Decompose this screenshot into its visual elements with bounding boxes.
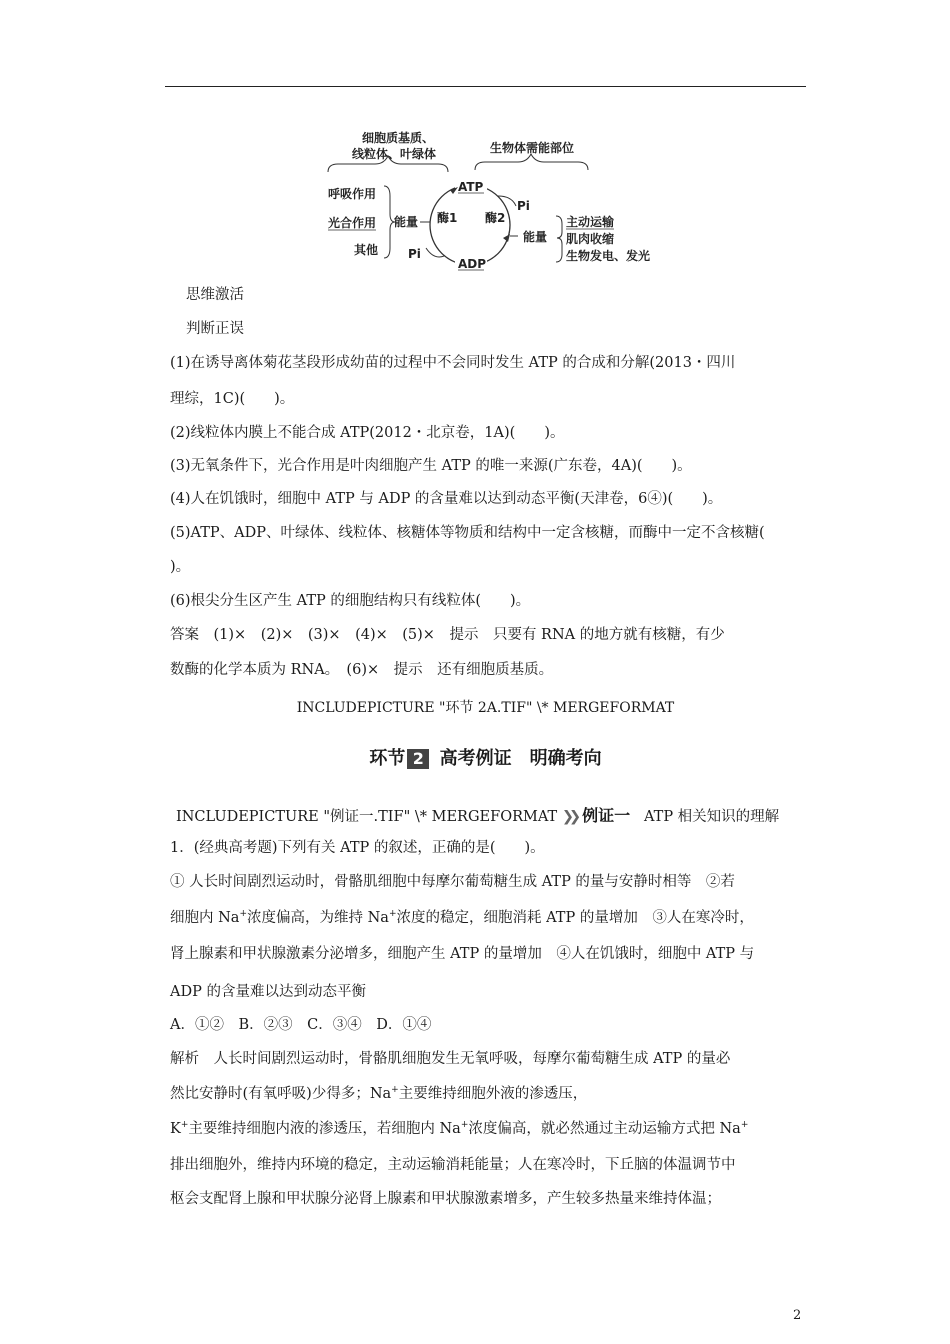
analysis-line5: 枢会支配肾上腺和甲状腺分泌肾上腺素和甲状腺激素增多，产生较多热量来维持体温； — [170, 1191, 721, 1207]
example-statement-line3: 肾上腺素和甲状腺激素分泌增多，细胞产生 ATP 的量增加 ④人在饥饿时，细胞中 ATP 与 — [170, 946, 755, 962]
right-brace — [475, 154, 588, 170]
energy-left-label: 能量 — [394, 215, 419, 229]
uses-brace — [556, 216, 562, 262]
superscript-plus: + — [740, 1120, 749, 1130]
answer-line2: 数酶的化学本质为 RNA。 (6)× 提示 还有细胞质基质。 — [170, 662, 554, 678]
example-question: 1．(经典高考题)下列有关 ATP 的叙述，正确的是( )。 — [170, 840, 545, 856]
example-label: 例证一 — [582, 806, 631, 825]
use-bioelectricity: 生物发电、发光 — [566, 249, 651, 263]
superscript-plus: + — [180, 1120, 189, 1130]
analysis-line3 — [170, 1119, 748, 1139]
text-segment: K — [170, 1121, 181, 1137]
question-5-line2: )。 — [170, 559, 191, 575]
section-2-title — [165, 744, 806, 770]
example-statement-line1: ① 人长时间剧烈运动时，骨骼肌细胞中每摩尔葡萄糖生成 ATP 的量与安静时相等 ②若 — [170, 874, 735, 890]
answer-options: A．①② B．②③ C．③④ D．①④ — [170, 1017, 432, 1033]
text-segment: 浓度的稳定，细胞消耗 ATP 的量增加 ③人在寒冷时， — [396, 910, 754, 926]
source-other: 其他 — [354, 243, 379, 257]
use-muscle-contraction: 肌肉收缩 — [566, 232, 615, 246]
superscript-plus: + — [460, 1120, 469, 1130]
section-2-prefix: 环节 — [369, 748, 406, 769]
heading-judge: 判断正误 — [186, 321, 244, 337]
double-chevron-icon: ❯❯ — [561, 809, 577, 825]
section-2-heading: 高考例证 明确考向 — [439, 748, 602, 769]
analysis-line2 — [170, 1084, 587, 1104]
text-segment: 主要维持细胞内液的渗透压，若细胞内 Na — [188, 1121, 461, 1137]
atp-label: ATP — [458, 180, 484, 194]
enzyme2-label: 酶2 — [485, 211, 506, 225]
answer-line1: 答案 (1)× (2)× (3)× (4)× (5)× 提示 只要有 RNA 的地方就有核糖，有少 — [170, 627, 725, 643]
enzyme1-label: 酶1 — [437, 211, 458, 225]
label-energy-site: 生物体需能部位 — [490, 141, 575, 155]
adp-label: ADP — [458, 257, 487, 271]
section-2-number: 2 — [407, 749, 429, 769]
superscript-plus: + — [391, 1085, 399, 1095]
pi-bottom-label: Pi — [408, 247, 421, 261]
atp-adp-cycle-diagram — [320, 126, 660, 271]
text-segment: 浓度偏高，为维持 Na — [247, 910, 389, 926]
pi-release-arrow — [498, 196, 516, 206]
question-1-line1: (1)在诱导离体菊花茎段形成幼苗的过程中不会同时发生 ATP 的合成和分解(2013・四川 — [170, 355, 736, 371]
atp-cycle-svg — [320, 126, 660, 271]
analysis-line4: 排出细胞外，维持内环境的稳定，主动运输消耗能量；人在寒冷时，下丘脑的体温调节中 — [170, 1157, 736, 1173]
include-picture-2: INCLUDEPICTURE "例证一.TIF" \* MERGEFORMAT — [176, 809, 558, 825]
page-number: 2 — [793, 1308, 802, 1323]
superscript-plus: + — [388, 909, 397, 919]
analysis-line1: 解析 人长时间剧烈运动时，骨骼肌细胞发生无氧呼吸，每摩尔葡萄糖生成 ATP 的量必 — [170, 1051, 731, 1067]
source-photosynthesis: 光合作用 — [328, 216, 377, 230]
example-topic: ATP 相关知识的理解 — [643, 809, 780, 825]
question-6: (6)根尖分生区产生 ATP 的细胞结构只有线粒体( )。 — [170, 593, 531, 609]
text-segment: 浓度偏高，就必然通过主动运输方式把 Na — [468, 1121, 741, 1137]
source-respiration: 呼吸作用 — [328, 187, 377, 201]
superscript-plus: + — [239, 909, 247, 919]
text-segment: 主要维持细胞外液的渗透压， — [398, 1086, 588, 1102]
text-segment: 然比安静时(有氧呼吸)少得多；Na — [170, 1086, 392, 1102]
label-organelles: 线粒体、叶绿体 — [352, 147, 437, 161]
question-5-line1: (5)ATP、ADP、叶绿体、线粒体、核糖体等物质和结构中一定含核糖，而酶中一定不含核糖( — [170, 525, 765, 541]
question-1-line2: 理综，1C)( )。 — [170, 391, 295, 407]
cycle-circle — [430, 185, 510, 265]
example-statement-line4: ADP 的含量难以达到动态平衡 — [170, 984, 366, 1000]
header-rule — [165, 86, 806, 87]
include-picture-1: INCLUDEPICTURE "环节 2A.TIF" \* MERGEFORMAT — [296, 700, 675, 716]
energy-right-label: 能量 — [523, 230, 548, 244]
label-cytoplasm: 细胞质基质、 — [362, 131, 435, 145]
pi-top-label: Pi — [517, 199, 530, 213]
question-3: (3)无氧条件下，光合作用是叶肉细胞产生 ATP 的唯一来源(广东卷，4A)( )。 — [170, 458, 692, 474]
example-statement-line2 — [170, 908, 754, 928]
text-segment: 细胞内 Na — [170, 910, 240, 926]
question-4: (4)人在饥饿时，细胞中 ATP 与 ADP 的含量难以达到动态平衡(天津卷，6④)( )。 — [170, 491, 723, 507]
heading-think: 思维激活 — [186, 287, 244, 303]
question-2: (2)线粒体内膜上不能合成 ATP(2012・北京卷，1A)( )。 — [170, 425, 565, 441]
use-active-transport: 主动运输 — [566, 215, 615, 229]
example-header — [176, 806, 779, 827]
